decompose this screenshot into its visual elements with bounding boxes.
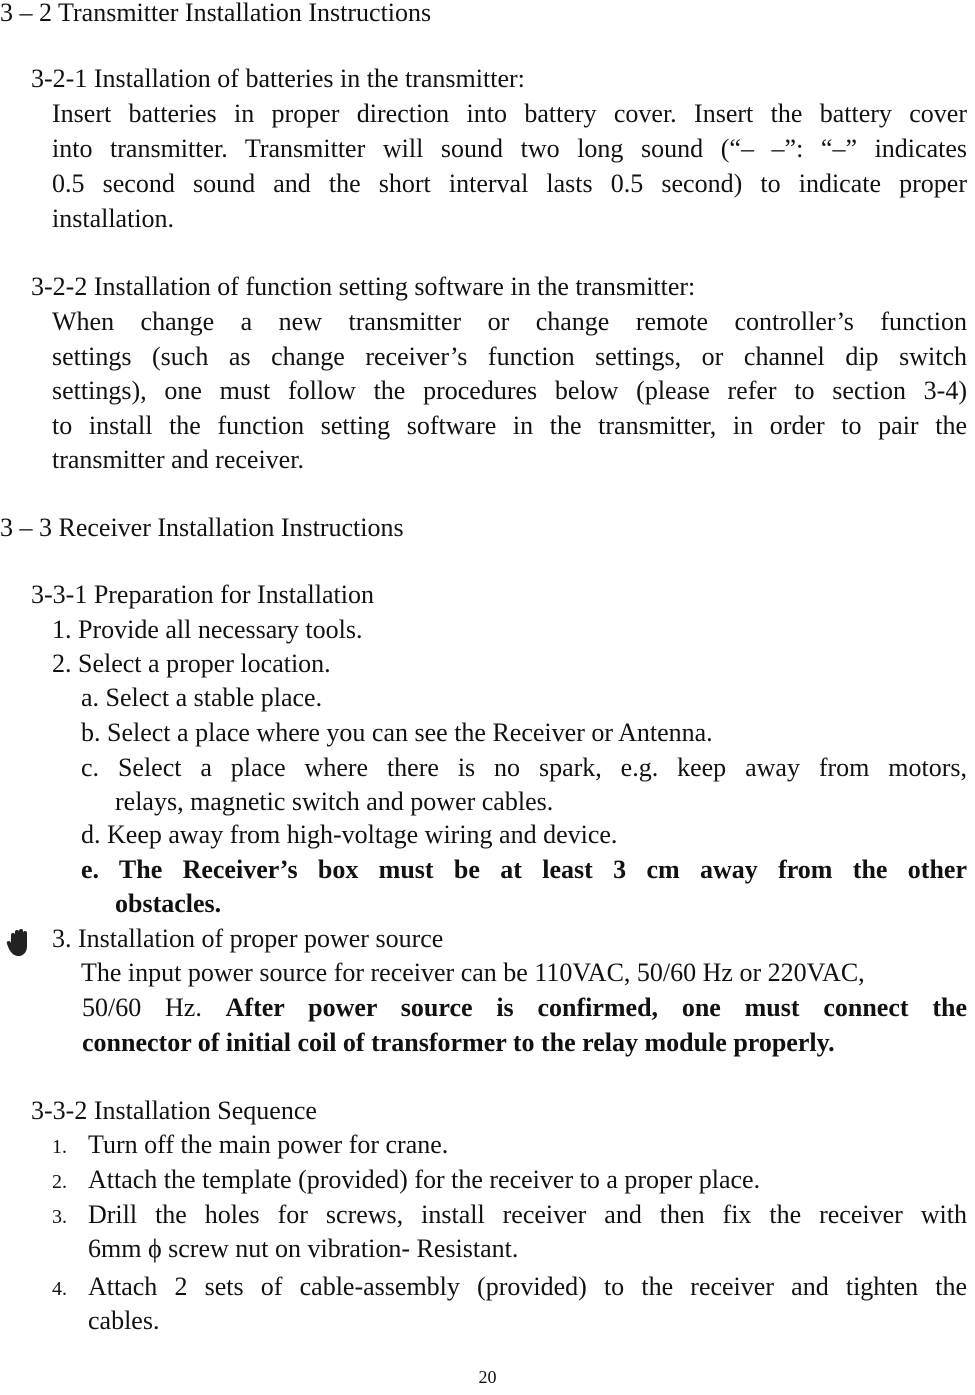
paragraph-line: Insert batteries in proper direction into battery cover. Insert the battery cover xyxy=(52,99,967,128)
step-text: Drill the holes for screws, install receiver and then fix the receiver with xyxy=(88,1200,967,1229)
step-text: Attach the template (provided) for the receiver to a proper place. xyxy=(88,1165,761,1194)
subsection-3-2-1-title: 3-2-1 Installation of batteries in the transmitter: xyxy=(31,64,525,93)
step-number: 1. xyxy=(52,1136,67,1158)
sub-list-item-continued: relays, magnetic switch and power cables. xyxy=(115,787,554,816)
step-text-continued: cables. xyxy=(88,1306,160,1335)
paragraph-line: settings (such as change receiver’s function settings, or channel dip switch xyxy=(52,342,967,371)
step-text-continued: 6mm ϕ screw nut on vibration- Resistant. xyxy=(88,1234,519,1263)
subsection-3-3-2-title: 3-3-2 Installation Sequence xyxy=(31,1096,317,1125)
sub-list-item: c. Select a place where there is no spark, e.g. keep away from motors, xyxy=(81,753,967,782)
power-source-line-mixed xyxy=(82,991,967,1026)
paragraph-line: to install the function setting software in the transmitter, in order to pair the xyxy=(52,411,967,440)
step-text: Turn off the main power for crane. xyxy=(88,1130,449,1159)
page-number: 20 xyxy=(478,1367,497,1387)
list-item: 1. Provide all necessary tools. xyxy=(52,615,363,644)
step-number: 3. xyxy=(52,1206,67,1228)
sub-list-item-emphasis-continued: obstacles. xyxy=(115,889,222,918)
paragraph-line: installation. xyxy=(52,204,175,233)
subsection-3-3-1-title: 3-3-1 Preparation for Installation xyxy=(31,580,374,609)
hand-stop-icon xyxy=(6,928,30,958)
step-number: 2. xyxy=(52,1171,67,1193)
section-3-3-heading: 3 – 3 Receiver Installation Instructions xyxy=(0,513,404,542)
sub-list-item: d. Keep away from high-voltage wiring and device. xyxy=(81,820,618,849)
paragraph-line: transmitter and receiver. xyxy=(52,445,304,474)
list-item: 2. Select a proper location. xyxy=(52,649,331,678)
paragraph-line: settings), one must follow the procedures below (please refer to section 3-4) xyxy=(52,376,967,405)
power-source-bold-line: connector of initial coil of transformer to the relay module properly. xyxy=(82,1028,835,1057)
step-text: Attach 2 sets of cable-assembly (provided) to the receiver and tighten the xyxy=(88,1272,967,1301)
power-source-plain-text: 50/60 Hz. xyxy=(82,993,226,1022)
section-3-2-heading: 3 – 2 Transmitter Installation Instructions xyxy=(0,0,432,27)
paragraph-line: When change a new transmitter or change remote controller’s function xyxy=(52,307,967,336)
sub-list-item: b. Select a place where you can see the Receiver or Antenna. xyxy=(81,718,713,747)
power-source-line: The input power source for receiver can be 110VAC, 50/60 Hz or 220VAC, xyxy=(81,958,865,987)
sub-list-item: a. Select a stable place. xyxy=(81,683,323,712)
power-source-bold-text: After power source is confirmed, one must connect the xyxy=(225,993,967,1022)
list-item: 3. Installation of proper power source xyxy=(52,924,444,953)
step-number: 4. xyxy=(52,1278,67,1300)
sub-list-item-emphasis: e. The Receiver’s box must be at least 3 cm away from the other xyxy=(81,855,967,884)
paragraph-line: 0.5 second sound and the short interval lasts 0.5 second) to indicate proper xyxy=(52,169,967,198)
paragraph-line: into transmitter. Transmitter will sound two long sound (“– –”: “–” indicates xyxy=(52,134,967,163)
subsection-3-2-2-title: 3-2-2 Installation of function setting software in the transmitter: xyxy=(31,272,696,301)
